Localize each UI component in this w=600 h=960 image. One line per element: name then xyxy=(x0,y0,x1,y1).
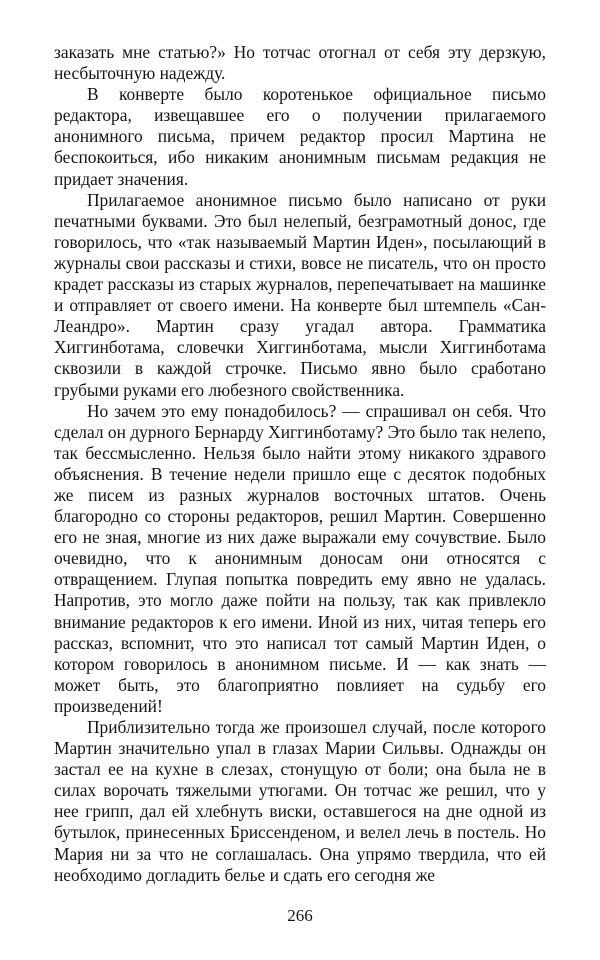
paragraph-2: В конверте было коротенькое официальное письмо редактора, извещавшее его о получении прилагаемого анонимного письма, причем редактор просил Мартина не беспокоиться, ибо никаким анонимным письмам редакция не придает значения. xyxy=(54,84,546,189)
paragraph-3: Прилагаемое анонимное письмо было написано от руки печатными буквами. Это был нелепый, безграмотный донос, где говорилось, что «так называемый Мартин Иден», посылающий в журналы свои рассказы и стихи, вовсе не писатель, что он просто крадет рассказы из старых журналов, перепечатывает на машинке и отправляет от своего имени. На конверте был штемпель «Сан-Леандро». Мартин сразу угадал автора. Грамматика Хиггинботама, словечки Хиггинботама, мысли Хиггинботама сквозили в каждой строчке. Письмо явно было сработано грубыми руками его любезного свойственника. xyxy=(54,189,546,400)
paragraph-5: Приблизительно тогда же произошел случай, после которого Мартин значительно упал в глазах Марии Сильвы. Однажды он застал ее на кухне в слезах, стонущую от боли; она была не в силах ворочать тяжелыми утюгами. Он тотчас же решил, что у нее грипп, дал ей хлебнуть виски, оставшегося на дне одной из бутылок, принесенных Бриссенденом, и велел лечь в постель. Но Мария ни за что не соглашалась. Она упрямо твердила, что ей необходимо догладить белье и сдать его сегодня же xyxy=(54,717,546,885)
paragraph-4: Но зачем это ему понадобилось? — спрашивал он себя. Что сделал он дурного Бернарду Хиггинботаму? Это было так нелепо, так бессмысленно. Нельзя было найти этому никакого здравого объяснения. В течение недели пришло еще с десяток подобных же писем из разных журналов восточных штатов. Очень благородно со стороны редакторов, решил Мартин. Совершенно его не зная, многие из них даже выражали ему сочувствие. Было очевидно, что к анонимным доносам они относятся с отвращением. Глупая попытка повредить ему явно не удалась. Напротив, это могло даже пойти на пользу, так как привлекло внимание редакторов к его имени. Иной из них, читая теперь его рассказ, вспомнит, что это написал тот самый Мартин Иден, о котором говорилось в анонимном письме. И — как знать — может быть, это благоприятно повлияет на судьбу его произведений! xyxy=(54,400,546,716)
body-text xyxy=(54,42,546,886)
page-number: 266 xyxy=(287,906,313,925)
paragraph-1: заказать мне статью?» Но тотчас отогнал от себя эту дерзкую, несбыточную надежду. xyxy=(54,42,546,84)
